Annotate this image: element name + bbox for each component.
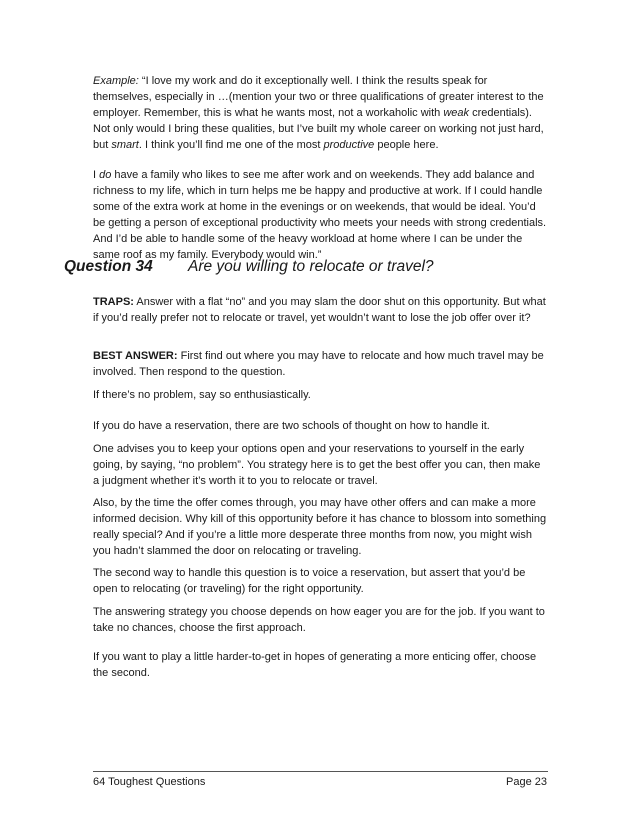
example-text-3: . I think you’ll find me one of the most	[138, 139, 324, 151]
example-emphasis-productive: productive	[323, 139, 375, 151]
footer-book-title: 64 Toughest Questions	[93, 776, 206, 788]
traps-label: TRAPS:	[93, 296, 134, 308]
body-paragraph	[93, 604, 548, 636]
traps-text: Answer with a flat “no” and you may slam the door shut on this opportunity. But what if you’d really prefer not to relocate or travel, yet wouldn’t want to lose the job offer over it?	[93, 296, 546, 324]
body-paragraph	[93, 441, 548, 489]
family-text-1: I	[93, 169, 100, 181]
body-paragraph	[93, 565, 548, 597]
best-answer-paragraph	[93, 348, 548, 380]
question-title: Are you willing to relocate or travel?	[188, 258, 434, 275]
family-text-2: have a family who likes to see me after work and on weekends. They add balance and richness to my life, which in turn helps me be happy and productive at work. If I could handle some of the extra work at home in the evenings or on weekends, that would be ideal. You’d be getting a person of exceptional productivity who meets your needs with strong credentials. And I’d be able to handle some of the heavy workload at home where I can be under the same roof as my family. Everybody would win.”	[93, 169, 547, 261]
body-paragraph	[93, 418, 548, 434]
paragraph-text: If you do have a reservation, there are two schools of thought on how to handle it.	[93, 420, 490, 432]
paragraph-text: The second way to handle this question is to voice a reservation, but assert that you’d be open to relocating (or traveling) for the right opportunity.	[93, 567, 526, 595]
best-answer-text: First find out where you may have to relocate and how much travel may be involved. Then respond to the question.	[93, 350, 544, 378]
paragraph-text: Also, by the time the offer comes through, you may have other offers and can make a more informed decision. Why kill of this opportunity before it has chance to blossom into something really special? And if you’re a little more desperate three months from now, you might wish you hadn’t slammed the door on relocating or traveling.	[93, 497, 547, 557]
example-emphasis-weak: weak	[443, 107, 470, 119]
footer-page-number: Page 23	[506, 776, 547, 788]
example-text-4: people here.	[374, 139, 439, 151]
body-paragraph	[93, 649, 548, 681]
paragraph-text: If you want to play a little harder-to-get in hopes of generating a more enticing offer, choose the second.	[93, 651, 537, 679]
traps-paragraph	[93, 294, 548, 326]
paragraph-text: One advises you to keep your options open and your reservations to yourself in the early going, by saying, “no problem”. You strategy here is to get the best offer you can, then make a judgment whether it’s worth it to you to relocate or travel.	[93, 443, 541, 487]
footer-divider	[93, 771, 548, 772]
example-text-1: “I love my work and do it exceptionally well. I think the results speak for themselves, especially in …(mention your two or three qualifications of greater interest to the employer. Remember, this is what he wants most, not a workaholic with	[93, 75, 544, 119]
question-number: Question 34	[64, 258, 153, 275]
example-label: Example:	[93, 75, 139, 87]
body-paragraph	[93, 387, 548, 403]
example-emphasis-smart: smart	[111, 139, 139, 151]
best-answer-label: BEST ANSWER:	[93, 350, 178, 362]
family-paragraph	[93, 167, 548, 263]
family-emphasis-do: do	[99, 169, 112, 181]
paragraph-text: The answering strategy you choose depends on how eager you are for the job. If you want to take no chances, choose the first approach.	[93, 606, 545, 634]
paragraph-text: If there’s no problem, say so enthusiastically.	[93, 389, 311, 401]
example-paragraph	[93, 73, 548, 153]
body-paragraph	[93, 495, 548, 559]
example-text-2: credentials). Not only would I bring these qualities, but I’ve built my whole career on working not just hard, but	[93, 107, 544, 151]
